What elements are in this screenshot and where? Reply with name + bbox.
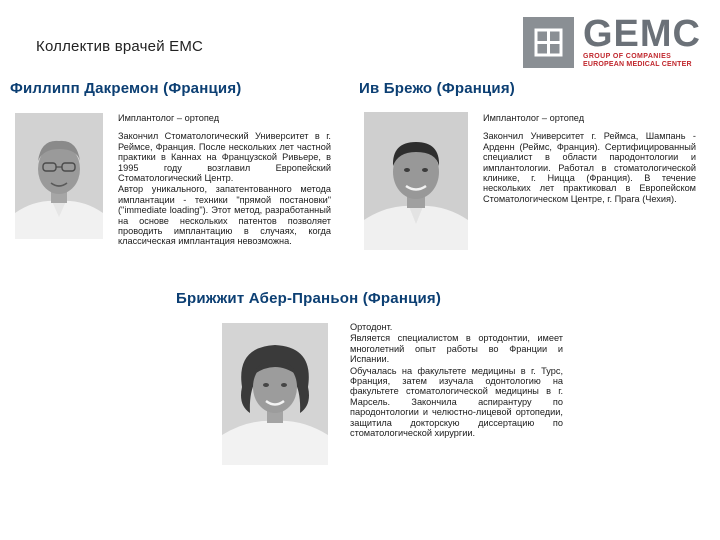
doctor-1-bio [118, 113, 331, 248]
doctor-3-photo [222, 323, 328, 465]
doctor-1-role: Имплантолог – ортопед [118, 113, 220, 123]
doctor-2-name: Ив Брежо (Франция) [359, 80, 516, 97]
page-title: Коллектив врачей ЕМС [36, 38, 204, 55]
doctor-3-paragraph: Является специалистом в ортодонтии, имеет многолетний опыт работы во Франции и Испании. [350, 333, 563, 365]
doctor-3-name: Брижжит Абер-Праньон (Франция) [176, 290, 442, 307]
doctor-1-name: Филлипп Дакремон (Франция) [10, 80, 242, 97]
logo-subtitle-center: EUROPEAN MEDICAL CENTER [583, 61, 692, 68]
doctor-3-role: Ортодонт. [350, 322, 393, 332]
doctor-2-paragraph: Закончил Университет г. Реймса, Шампань - Арденн (Реймс, Франция). Сертифицированный специалист в области пародонтологии и имплантологии. Работал в стоматологической клинике, г. Ницца (Франция). В течение нескольких лет практиковал в Европейском Стоматологическом Центре, г. Прага (Чехия). [483, 131, 696, 204]
doctor-3-paragraph: Обучалась на факультете медицины в г. Турс, Франция, затем изучала одонтологию на факультете стоматологической медицины в г. Марсель. Закончила аспирантуру по пародонтологии и челюстно-лицевой ортопедии, защитила докторскую диссертацию по стоматологической хирургии. [350, 365, 563, 439]
doctor-1-paragraph: Автор уникального, запатентованного метода имплантации - техники "прямой постановки" ("immediate loading"). Этот метод, разработанный на основе нескольких патентов позволяет проводить имплантацию в случаях, когда классическая имплантация невозможна. [118, 184, 331, 247]
doctor-2-bio [483, 113, 696, 205]
gemc-logo [523, 13, 701, 69]
doctor-2-role: Имплантолог – ортопед [483, 113, 585, 123]
doctor-3-bio [350, 322, 563, 439]
doctor-1-photo [15, 113, 103, 239]
doctor-2-photo [364, 112, 468, 250]
doctor-1-paragraph: Закончил Стоматологический Университет в г. Реймсе, Франция. После нескольких лет частной практики в Каннах на Французской Ривьере, в 1995 году возглавил Европейский Стоматологический Центр. [118, 131, 331, 184]
logo-mark-icon [523, 17, 574, 68]
logo-wordmark: GEMC [583, 13, 701, 55]
logo-subtitle-group: GROUP OF COMPANIES [583, 53, 672, 60]
